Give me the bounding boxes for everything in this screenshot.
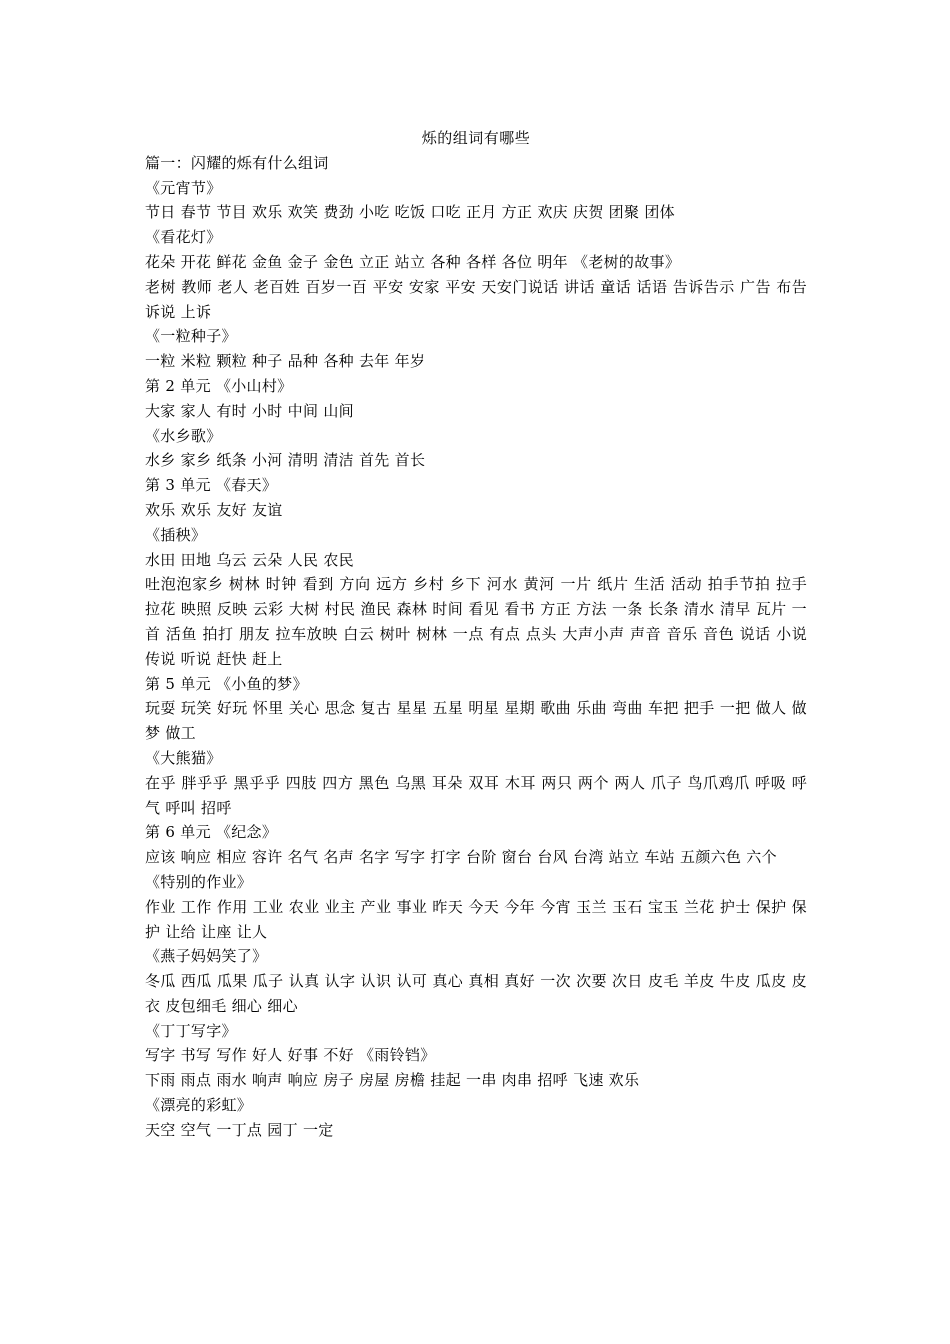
- text-line: 在乎 胖乎乎 黑乎乎 四肢 四方 黑色 乌黑 耳朵 双耳 木耳 两只 两个 两人 爪子 鸟爪鸡爪 呼吸 呼气 呼叫 招呼: [145, 773, 807, 817]
- text-line: 篇一：闪耀的烁有什么组词: [145, 153, 329, 172]
- text-line: 《看花灯》: [145, 228, 222, 247]
- text-line: 第 6 单元 《纪念》: [145, 823, 278, 842]
- text-line: 《漂亮的彩虹》: [145, 1096, 253, 1115]
- text-line: 第 3 单元 《春天》: [145, 476, 278, 495]
- text-line: 第 2 单元 《小山村》: [145, 376, 293, 395]
- text-line: 水田 田地 乌云 云朵 人民 农民: [145, 550, 354, 569]
- text-line: 玩耍 玩笑 好玩 怀里 关心 思念 复古 星星 五星 明星 星期 歌曲 乐曲 弯曲 车把 把手 一把 做人 做梦 做工: [145, 699, 807, 743]
- text-line: 《一粒种子》: [145, 327, 237, 346]
- text-line: 应该 响应 相应 容许 名气 名声 名字 写字 打字 台阶 窗台 台风 台湾 站立 车站 五颜六色 六个: [145, 848, 777, 867]
- text-line: 大家 家人 有时 小时 中间 山间: [145, 401, 354, 420]
- text-line: 水乡 家乡 纸条 小河 清明 清洁 首先 首长: [145, 451, 426, 470]
- document-page: [145, 126, 807, 1143]
- text-line: 下雨 雨点 雨水 响声 响应 房子 房屋 房檐 挂起 一串 肉串 招呼 飞速 欢乐: [145, 1071, 640, 1090]
- document-title: 烁的组词有哪些: [421, 129, 531, 147]
- text-line: 一粒 米粒 颗粒 种子 品种 各种 去年 年岁: [145, 352, 426, 371]
- text-line: 作业 工作 作用 工业 农业 业主 产业 事业 昨天 今天 今年 今宵 玉兰 玉石 宝玉 兰花 护士 保护 保护 让给 让座 让人: [145, 897, 807, 941]
- text-line: 冬瓜 西瓜 瓜果 瓜子 认真 认字 认识 认可 真心 真相 真好 一次 次要 次日 皮毛 羊皮 牛皮 瓜皮 皮衣 皮包细毛 细心 细心: [145, 972, 807, 1015]
- text-line: 《特别的作业》: [145, 872, 253, 891]
- text-line: 花朵 开花 鲜花 金鱼 金子 金色 立正 站立 各种 各样 各位 明年 《老树的故事》: [145, 252, 681, 271]
- text-line: 节日 春节 节目 欢乐 欢笑 费劲 小吃 吃饭 口吃 正月 方正 欢庆 庆贺 团聚 团体: [145, 203, 675, 222]
- text-line: 写字 书写 写作 好人 好事 不好 《雨铃铛》: [145, 1046, 436, 1065]
- text-line: 《大熊猫》: [145, 748, 222, 767]
- text-line: 《水乡歌》: [145, 426, 222, 445]
- text-line: 老树 教师 老人 老百姓 百岁一百 平安 安家 平安 天安门说话 讲话 童话 话语 告诉告示 广告 布告 诉说 上诉: [145, 277, 807, 321]
- text-line: 天空 空气 一丁点 园丁 一定: [145, 1120, 334, 1139]
- text-line: 第 5 单元 《小鱼的梦》: [145, 674, 308, 693]
- text-line: 《丁丁写字》: [145, 1021, 237, 1040]
- text-line: 《插秧》: [145, 525, 207, 544]
- text-line: 《燕子妈妈笑了》: [145, 947, 268, 966]
- text-line: 吐泡泡家乡 树林 时钟 看到 方向 远方 乡村 乡下 河水 黄河 一片 纸片 生活 活动 拍手节拍 拉手 拉花 映照 反映 云彩 大树 村民 渔民 森林 时间 看见 看书 方正 方法 一条 长条 清水 清早 瓦片 一首 活鱼 拍打 朋友 拉车放映 白云 树叶 树林 一点 有点 点头 大声小声 声音 音乐 音色 说话 小说 传说 听说 赶快 赶上: [145, 575, 807, 668]
- text-line: 《元宵节》: [145, 178, 222, 197]
- text-line: 欢乐 欢乐 友好 友谊: [145, 500, 283, 519]
